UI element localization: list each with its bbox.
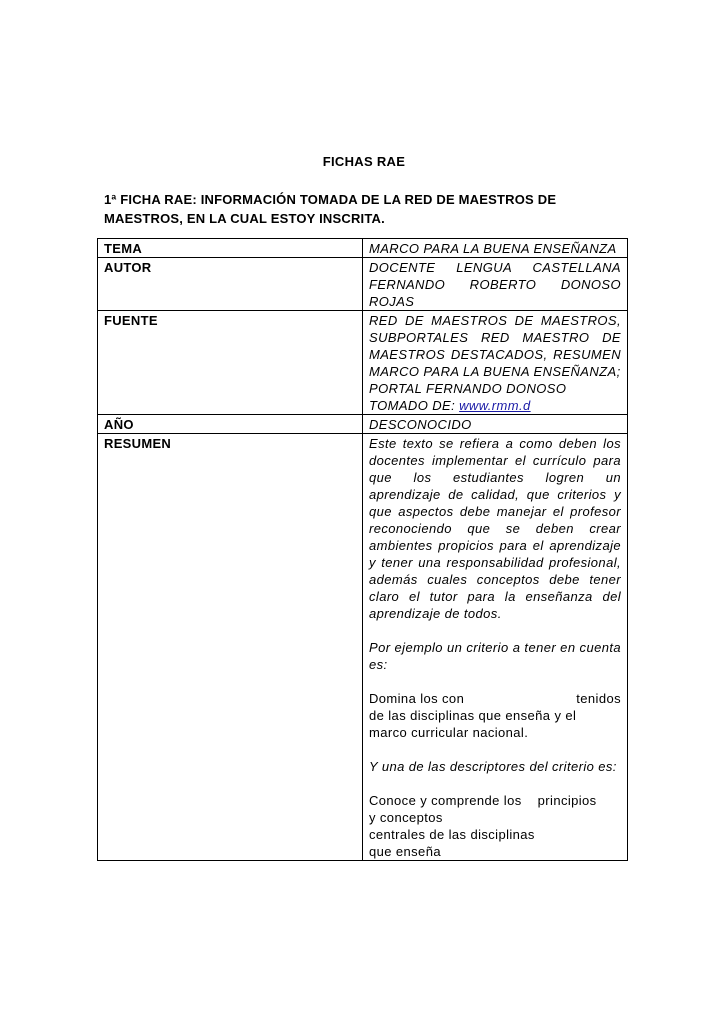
table-row-anio — [98, 415, 628, 434]
table-row-fuente — [98, 311, 628, 415]
source-link[interactable]: www.rmm.d — [459, 398, 531, 413]
p3-part-c: de las disciplinas que enseña y el — [369, 708, 577, 723]
resumen-paragraph-5 — [369, 792, 621, 860]
anio-value: DESCONOCIDO — [363, 415, 628, 434]
resumen-paragraph-4: Y una de las descriptores del criterio es: — [369, 759, 617, 774]
fuente-taken-from-line — [369, 397, 621, 414]
fuente-line2: PORTAL FERNANDO DONOSO — [369, 381, 567, 396]
p3-part-b: tenidos — [576, 691, 621, 706]
resumen-paragraph-2: Por ejemplo un criterio a tener en cuenta es: — [369, 640, 621, 672]
table-row-tema — [98, 239, 628, 258]
taken-from-label: TOMADO DE: — [369, 398, 456, 413]
autor-value: DOCENTE LENGUA CASTELLANA FERNANDO ROBERTO DONOSO ROJAS — [363, 258, 628, 311]
table-row-resumen — [98, 434, 628, 861]
resumen-paragraph-3 — [369, 690, 621, 741]
fuente-cell — [363, 311, 628, 415]
resumen-paragraph-1: Este texto se refiera a como deben los docentes implementar el currículo para que los estudiantes logren un aprendizaje de calidad, que criterios y que aspectos debe manejar el profesor reconociendo que se deben crear ambientes propicios para el aprendizaje y tener una responsabilidad profesional, además cuales conceptos debe tener claro el tutor para la enseñanza del aprendizaje de todos. — [369, 436, 621, 621]
resumen-label: RESUMEN — [98, 434, 363, 861]
document-subtitle: 1ª FICHA RAE: INFORMACIÓN TOMADA DE LA RED DE MAESTROS DE MAESTROS, EN LA CUAL ESTOY INSCRITA. — [104, 192, 557, 226]
p5-part-a: Conoce y comprende los — [369, 793, 522, 808]
table-row-autor — [98, 258, 628, 311]
autor-label: AUTOR — [98, 258, 363, 311]
p5-part-b: principios — [537, 793, 597, 808]
p5-part-d: centrales de las disciplinas — [369, 827, 535, 842]
anio-label: AÑO — [98, 415, 363, 434]
resumen-cell — [363, 434, 628, 861]
rae-table — [97, 238, 628, 861]
tema-value: MARCO PARA LA BUENA ENSEÑANZA — [363, 239, 628, 258]
tema-label: TEMA — [98, 239, 363, 258]
fuente-value: RED DE MAESTROS DE MAESTROS, SUBPORTALES RED MAESTRO DE MAESTROS DESTACADOS, RESUMEN MARCO PARA LA BUENA ENSEÑANZA; — [369, 313, 621, 379]
p3-part-a: Domina los con — [369, 691, 465, 706]
p3-part-d: marco curricular nacional. — [369, 725, 529, 740]
p5-part-e: que enseña — [369, 844, 441, 859]
fuente-label: FUENTE — [98, 311, 363, 415]
p5-part-c: y conceptos — [369, 810, 443, 825]
paragraph-3-line-1 — [369, 690, 621, 707]
paragraph-5-line-1 — [369, 792, 621, 809]
page-title: FICHAS RAE — [322, 154, 406, 169]
